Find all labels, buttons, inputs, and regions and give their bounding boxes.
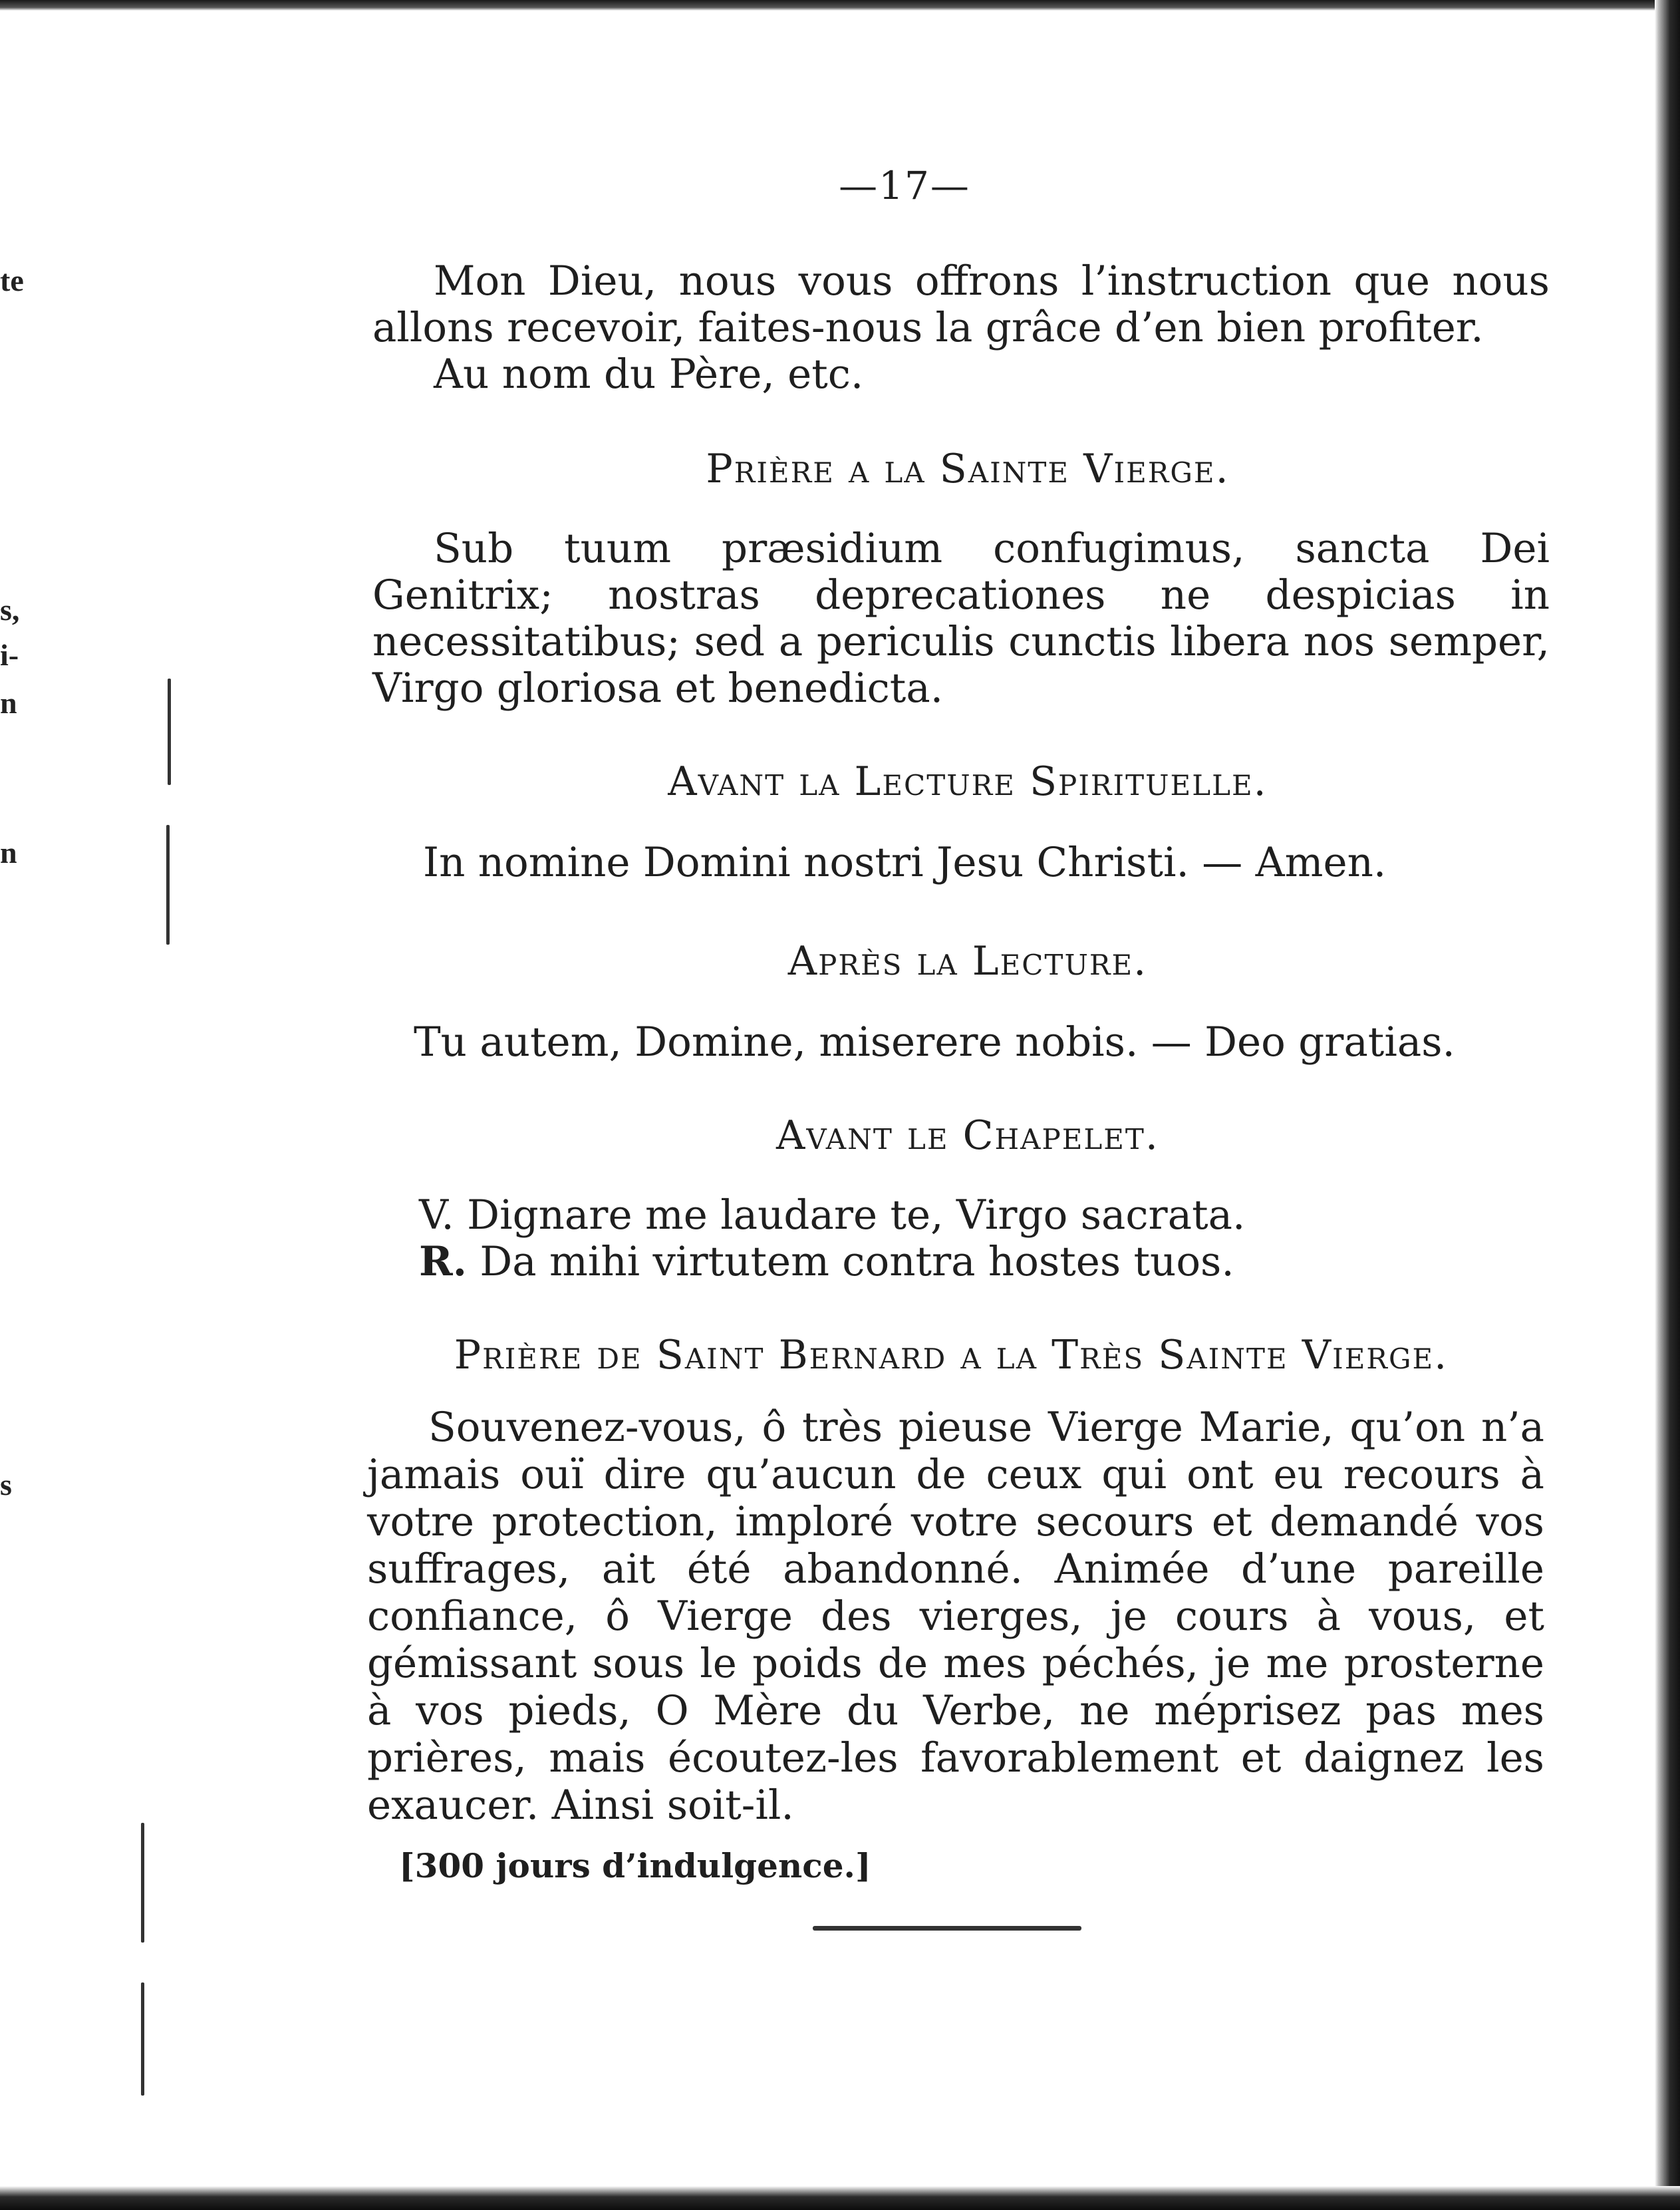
section-paragraph: Sub tuum præsidium confugimus, sancta Dei Genitrix; nostras deprecationes ne despicias in necessitatibus; sed a periculis cunctis libera nos semper, Virgo gloriosa et benedicta. bbox=[372, 525, 1550, 712]
response-line bbox=[419, 1239, 1596, 1285]
versicle-text: Dignare me laudare te, Virgo sacrata. bbox=[467, 1191, 1246, 1239]
section-paragraph: Souvenez-vous, ô très pieuse Vierge Marie, qu’on n’a jamais ouï dire qu’aucun de ceux qui ont eu recours à votre protection, imploré votre secours et demandé vos suffrages, ait été abandonné. Animée d’une pareille confiance, ô Vierge des vierges, je cours à vous, et gémissant sous le poids de mes péchés, je me prosterne à vos pieds, O Mère du Verbe, ne méprisez pas mes prières, mais écoutez-les favorablement et daignez les exaucer. Ainsi soit-il. bbox=[367, 1404, 1544, 1829]
versicle-mark: V. bbox=[419, 1191, 454, 1239]
margin-fragment: te bbox=[0, 263, 24, 297]
section-heading: Avant la Lecture Spirituelle. bbox=[668, 758, 1268, 805]
binding-mark bbox=[141, 1982, 144, 2096]
binding-mark bbox=[168, 679, 171, 785]
indulgence-note: [300 jours d’indulgence.] bbox=[399, 1846, 871, 1885]
section-heading: Prière a la Sainte Vierge. bbox=[706, 446, 1230, 492]
scan-edge-top bbox=[0, 0, 1680, 11]
margin-fragment: s, bbox=[0, 593, 20, 627]
margin-fragment: n bbox=[0, 686, 17, 720]
margin-fragment: n bbox=[0, 836, 17, 869]
opening-closing: Au nom du Père, etc. bbox=[434, 351, 864, 398]
page-number: —17— bbox=[839, 163, 970, 208]
versicle-line bbox=[419, 1192, 1596, 1239]
scan-edge-right bbox=[1655, 0, 1680, 2210]
response-mark: R. bbox=[419, 1238, 467, 1285]
margin-fragment: s bbox=[0, 1468, 12, 1501]
scan-edge-bottom bbox=[0, 2186, 1680, 2210]
binding-mark bbox=[141, 1823, 144, 1943]
opening-prayer: Mon Dieu, nous vous offrons l’instruction que nous allons recevoir, faites-nous la grâce d’en bien profiter. bbox=[372, 257, 1550, 351]
binding-mark bbox=[166, 825, 170, 945]
section-paragraph: In nomine Domini nostri Jesu Christi. — Amen. bbox=[423, 839, 1387, 886]
response-text: Da mihi virtutem contra hostes tuos. bbox=[480, 1238, 1234, 1285]
section-heading: Avant le Chapelet. bbox=[775, 1112, 1160, 1159]
section-heading: Prière de Saint Bernard a la Très Sainte Vierge. bbox=[454, 1332, 1449, 1378]
section-paragraph: Tu autem, Domine, miserere nobis. — Deo gratias. bbox=[414, 1019, 1455, 1066]
closing-rule bbox=[813, 1926, 1081, 1931]
section-heading: Après la Lecture. bbox=[787, 938, 1148, 985]
margin-fragment: i- bbox=[0, 638, 19, 672]
